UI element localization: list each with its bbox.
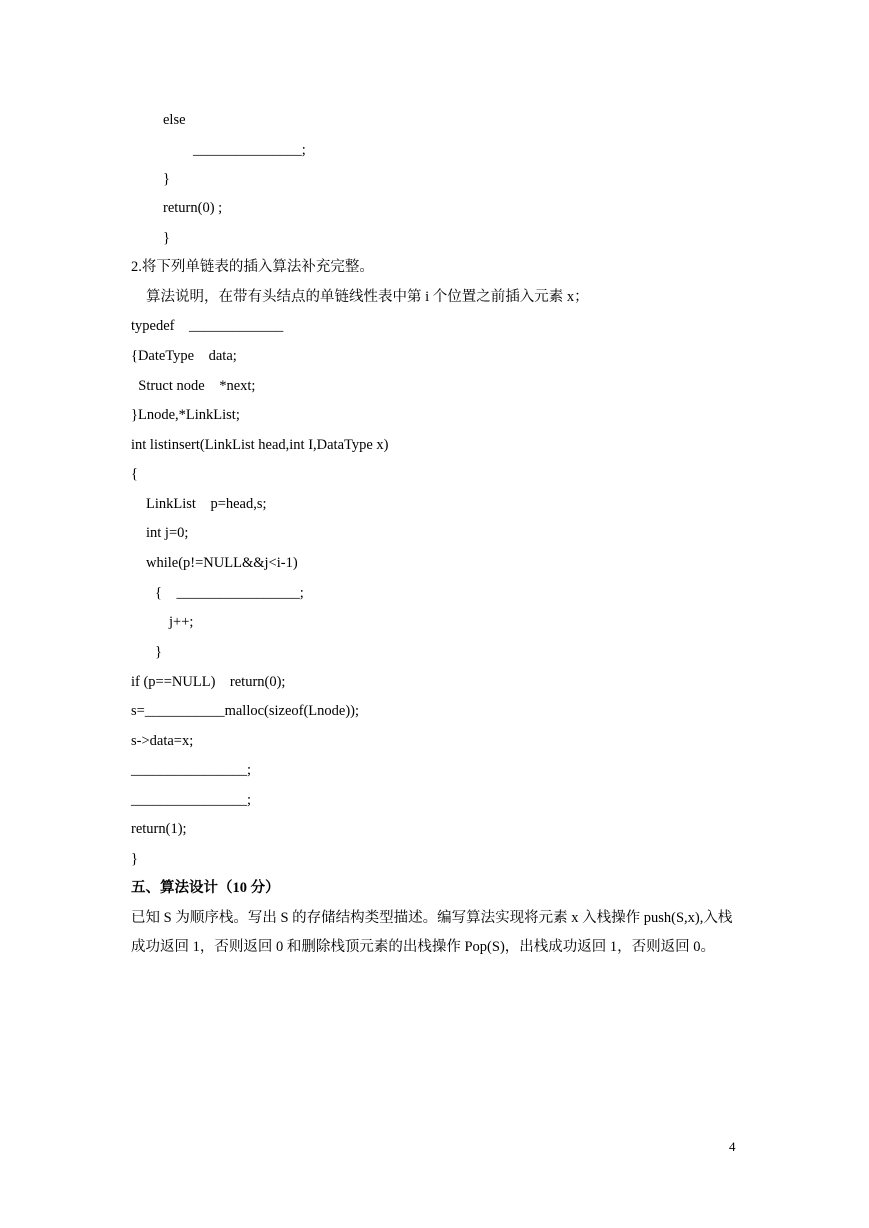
- code-line-typedef: typedef _____________: [131, 318, 284, 334]
- code-line-final-brace: }: [131, 851, 138, 867]
- code-line-assign-data: s->data=x;: [131, 733, 194, 749]
- code-line-struct-end: }Lnode,*LinkList;: [131, 407, 240, 423]
- code-line-return-one: return(1);: [131, 821, 187, 837]
- code-line-brace: }: [163, 171, 170, 187]
- code-line-increment: j++;: [169, 614, 194, 630]
- code-line-struct-data: {DateType data;: [131, 348, 237, 364]
- section-body: 已知 S 为顺序栈。写出 S 的存储结构类型描述。编写算法实现将元素 x 入栈操作 push(S,x),入栈成功返回 1，否则返回 0 和删除栈顶元素的出栈操作 Pop(S)，出栈成功返回 1，否则返回 0。: [131, 910, 733, 955]
- section-heading: 五、算法设计（10 分）: [131, 880, 280, 896]
- code-line-while: while(p!=NULL&&j<i-1): [146, 555, 298, 571]
- page-number: 4: [729, 1139, 736, 1154]
- question-title: 2.将下列单链表的插入算法补充完整。: [131, 259, 374, 275]
- code-line-open-brace: {: [131, 466, 138, 482]
- blank-line: _______________;: [193, 142, 306, 158]
- blank-line: ________________;: [131, 792, 252, 808]
- code-line-brace: }: [163, 230, 170, 246]
- code-line-declaration: LinkList p=head,s;: [146, 496, 267, 512]
- blank-line: ________________;: [131, 762, 252, 778]
- code-line-return: return(0) ;: [163, 200, 223, 216]
- algorithm-description: 算法说明，在带有头结点的单链线性表中第 i 个位置之前插入元素 x；: [146, 289, 589, 305]
- blank-line: s=___________malloc(sizeof(Lnode));: [131, 703, 360, 719]
- code-line-function-signature: int listinsert(LinkList head,int I,DataType x): [131, 437, 389, 453]
- blank-line: { _________________;: [155, 585, 304, 601]
- code-line-struct-next: Struct node *next;: [131, 378, 256, 394]
- code-line-null-check: if (p==NULL) return(0);: [131, 674, 286, 690]
- code-line-init-j: int j=0;: [146, 525, 189, 541]
- code-line-else: else: [163, 112, 186, 128]
- code-line-close-brace: }: [155, 644, 162, 660]
